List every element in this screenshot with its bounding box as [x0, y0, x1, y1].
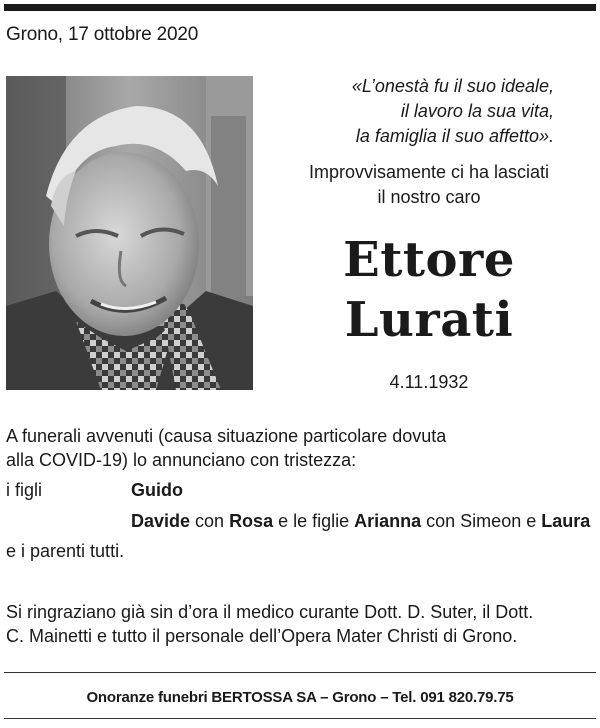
- dateline: Grono, 17 ottobre 2020: [6, 24, 199, 45]
- footer-bottom-rule: [4, 718, 596, 719]
- connector-text: con: [190, 511, 230, 531]
- quote-line-2: il lavoro la sua vita,: [400, 101, 554, 121]
- granddaughter-name: Arianna: [354, 511, 422, 531]
- thanks-line-2: C. Mainetti e tutto il personale dell’Opera Mater Christi di Grono.: [6, 626, 518, 646]
- announcement-line-1: A funerali avvenuti (causa situazione particolare dovuta: [6, 426, 447, 446]
- footer-top-rule: [4, 672, 596, 673]
- portrait-illustration: [6, 76, 253, 390]
- deceased-last-name: Lurati: [344, 292, 514, 348]
- spouse-name: Rosa: [229, 511, 274, 531]
- birth-date: 4.11.1932: [389, 372, 469, 392]
- funeral-home-footer: Onoranze funebri BERTOSSA SA – Grono – Tel. 091 820.79.75: [86, 689, 514, 706]
- connector-text: e le figlie: [273, 511, 355, 531]
- connector-text: con Simeon e: [421, 511, 542, 531]
- children-label: i figli: [6, 480, 43, 500]
- top-rule: [4, 4, 596, 11]
- child-guido: [131, 478, 183, 502]
- intro-line-2: il nostro caro: [377, 187, 481, 207]
- deceased-first-name: Ettore: [343, 232, 515, 288]
- family-line: [131, 509, 590, 533]
- quote-line-3: la famiglia il suo affetto».: [355, 126, 554, 146]
- intro-line-1: Improvvisamente ci ha lasciati: [308, 162, 550, 182]
- child-name: Guido: [131, 480, 183, 500]
- thanks-line-1: Si ringraziano già sin d’ora il medico curante Dott. D. Suter, il Dott.: [6, 602, 534, 622]
- quote-line-1: «L’onestà fu il suo ideale,: [351, 76, 554, 96]
- relatives-line: e i parenti tutti.: [6, 541, 125, 561]
- portrait-photo: [6, 76, 253, 390]
- announcement-line-2: alla COVID-19) lo annunciano con tristezza:: [6, 450, 357, 470]
- child-name: Davide: [131, 511, 191, 531]
- granddaughter-name: Laura: [541, 511, 591, 531]
